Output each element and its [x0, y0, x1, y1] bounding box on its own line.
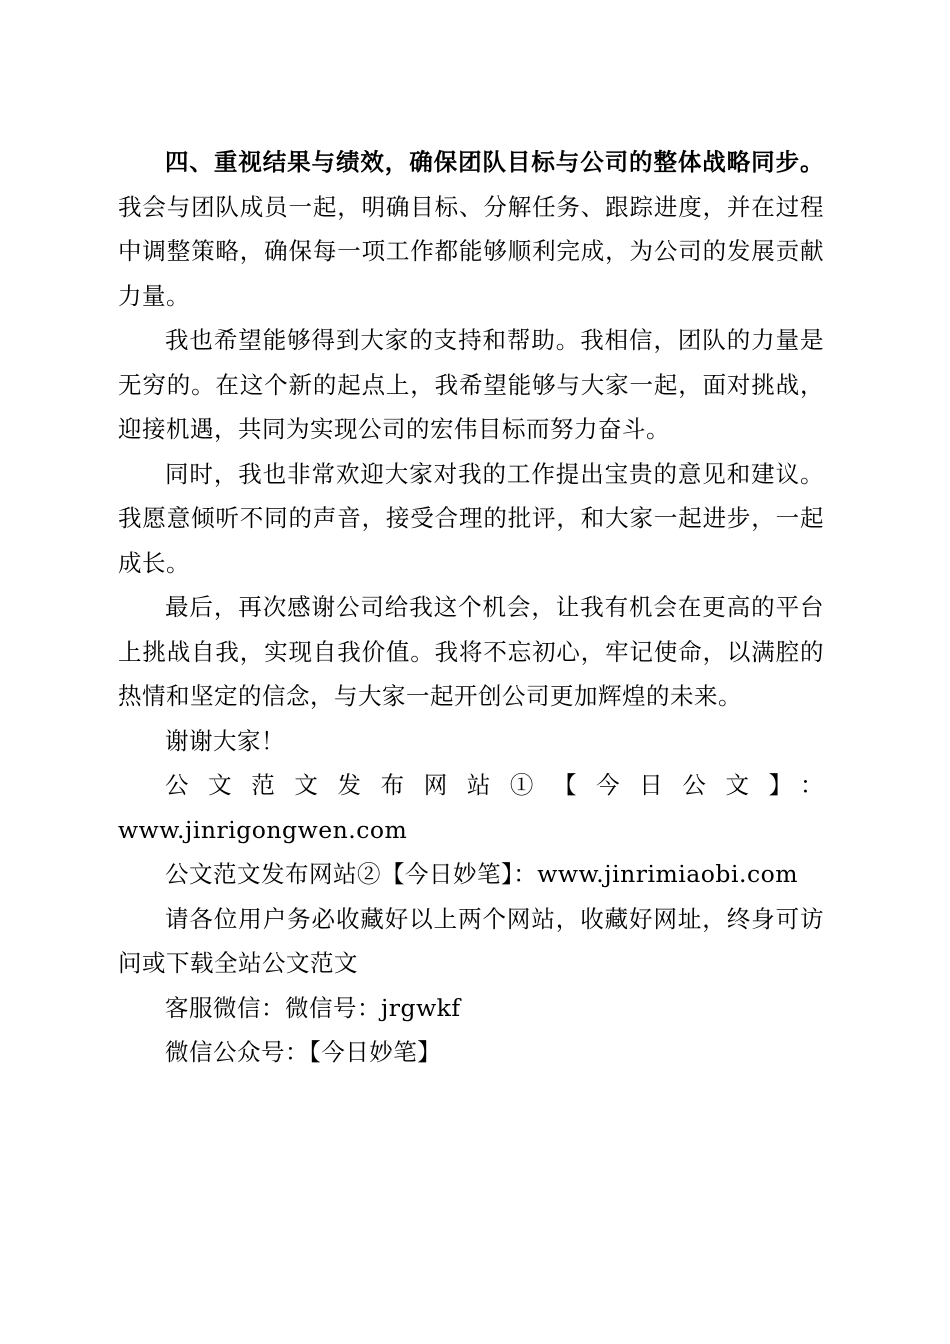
- site1-url[interactable]: www.jinrigongwen.com: [118, 815, 408, 844]
- section-heading: 四、重视结果与绩效，确保团队目标与公司的整体战略同步。: [165, 148, 824, 176]
- site2-label: 公文范文发布网站②【今日妙笔】：: [165, 860, 538, 888]
- site2-line: [118, 852, 824, 897]
- paragraph-results-performance: [118, 140, 824, 318]
- paragraph-support: 我也希望能够得到大家的支持和帮助。我相信，团队的力量是无穷的。在这个新的起点上，我希望能够与大家一起，面对挑战，迎接机遇，共同为实现公司的宏伟目标而努力奋斗。: [118, 326, 824, 443]
- paragraph-text: 我会与团队成员一起，明确目标、分解任务、跟踪进度，并在过程中调整策略，确保每一项工作都能够顺利完成，为公司的发展贡献力量。: [118, 192, 824, 310]
- wechat-service: 客服微信：微信号：jrgwkf: [165, 993, 461, 1022]
- site2-url[interactable]: www.jinrimiaobi.com: [537, 860, 799, 888]
- paragraph-closing: 最后，再次感谢公司给我这个机会，让我有机会在更高的平台上挑战自我，实现自我价值。我将不忘初心，牢记使命，以满腔的热情和坚定的信念，与大家一起开创公司更加辉煌的未来。: [118, 593, 824, 710]
- site1-label: 公文范文发布网站①【今日公文】：: [165, 771, 824, 799]
- document-page: [118, 140, 824, 1075]
- bookmark-notice: 请各位用户务必收藏好以上两个网站，收藏好网址，终身可访问或下载全站公文范文: [118, 904, 824, 977]
- wechat-public-account: 微信公众号：【今日妙笔】: [165, 1038, 442, 1066]
- paragraph-feedback: 同时，我也非常欢迎大家对我的工作提出宝贵的意见和建议。我愿意倾听不同的声音，接受合理的批评，和大家一起进步，一起成长。: [118, 459, 824, 577]
- thanks-line: 谢谢大家！: [165, 726, 285, 755]
